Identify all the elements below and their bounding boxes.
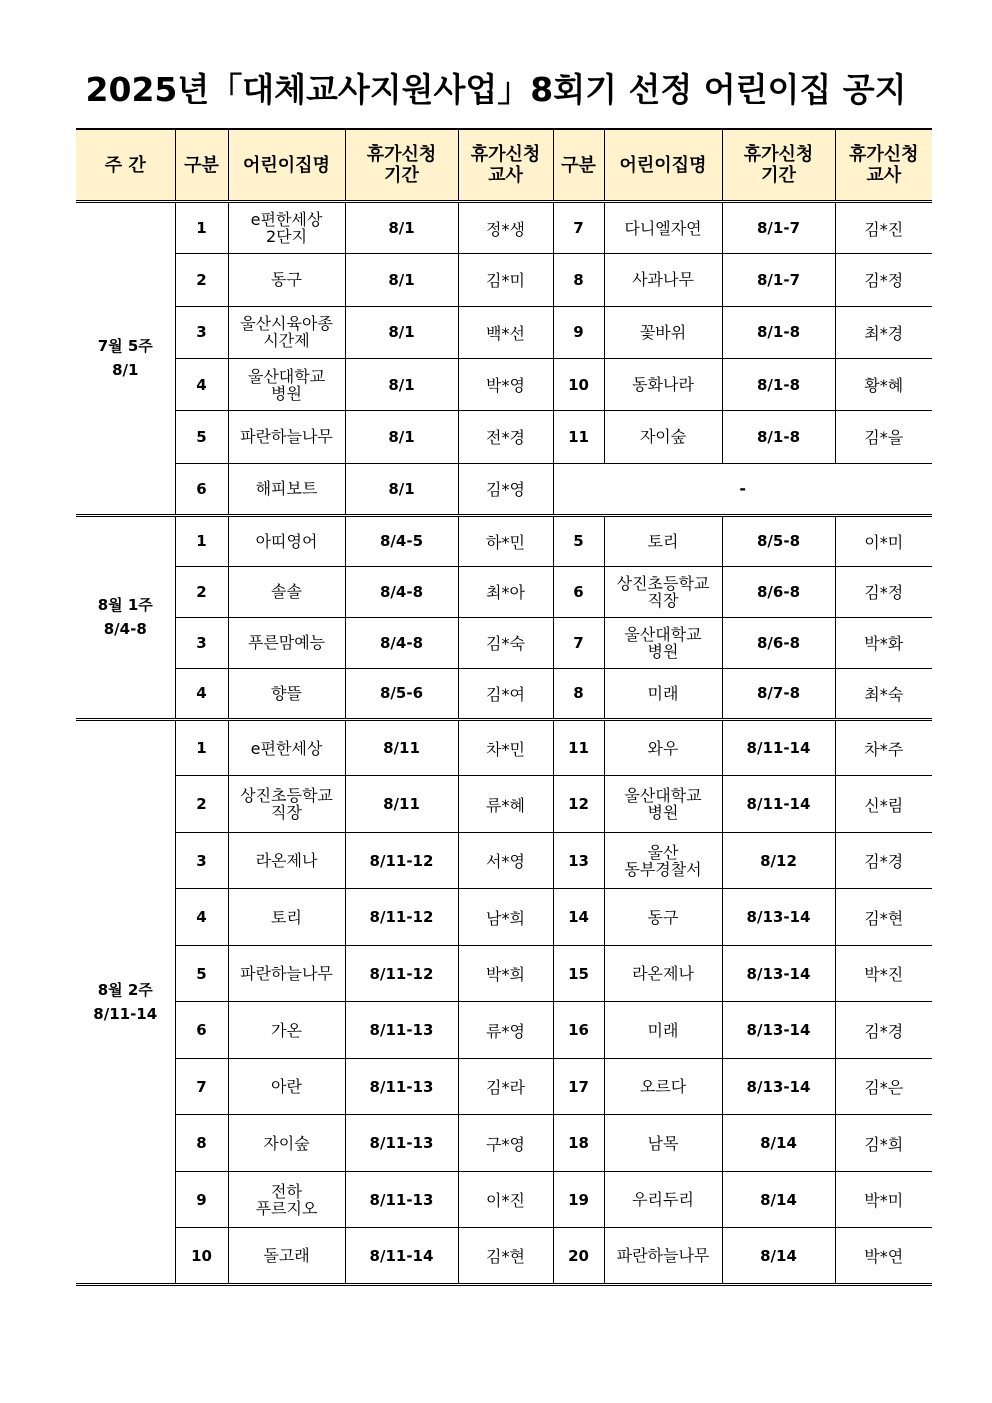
week-cell: 8월 2주 8/11-14 [76, 719, 175, 1284]
row-number: 9 [553, 306, 604, 358]
daycare-name: 우리두리 [604, 1171, 722, 1228]
row-number: 4 [175, 358, 228, 410]
row-number: 5 [553, 515, 604, 566]
header-name-2: 어린이집명 [604, 129, 722, 202]
row-number: 5 [175, 411, 228, 463]
row-number: 14 [553, 889, 604, 946]
leave-period: 8/11-12 [345, 945, 458, 1002]
row-number: 2 [175, 254, 228, 306]
leave-period: 8/11-13 [345, 1171, 458, 1228]
teacher-name: 김*을 [835, 411, 932, 463]
leave-period: 8/1 [345, 254, 458, 306]
table-row [76, 358, 932, 410]
daycare-name: 울산대학교 병원 [604, 776, 722, 833]
leave-period: 8/5-6 [345, 668, 458, 719]
teacher-name: 차*민 [458, 719, 553, 776]
leave-period: 8/1-8 [722, 306, 835, 358]
daycare-name: 미래 [604, 668, 722, 719]
row-number: 8 [175, 1115, 228, 1172]
leave-period: 8/5-8 [722, 515, 835, 566]
row-number: 2 [175, 776, 228, 833]
daycare-name: 가온 [228, 1002, 345, 1059]
teacher-name: 류*혜 [458, 776, 553, 833]
row-number: 4 [175, 668, 228, 719]
header-week: 주 간 [76, 129, 175, 202]
daycare-name: 토리 [604, 515, 722, 566]
leave-period: 8/12 [722, 832, 835, 889]
row-number: 10 [553, 358, 604, 410]
daycare-name: 동구 [228, 254, 345, 306]
row-number: 18 [553, 1115, 604, 1172]
leave-period: 8/1 [345, 202, 458, 254]
daycare-name: 해피보트 [228, 463, 345, 515]
teacher-name: 김*경 [835, 1002, 932, 1059]
teacher-name: 황*혜 [835, 358, 932, 410]
teacher-name: 신*림 [835, 776, 932, 833]
leave-period: 8/11-13 [345, 1002, 458, 1059]
row-number: 7 [553, 202, 604, 254]
teacher-name: 김*여 [458, 668, 553, 719]
row-number: 17 [553, 1058, 604, 1115]
table-row [76, 668, 932, 719]
daycare-name: 아란 [228, 1058, 345, 1115]
table-row [76, 617, 932, 668]
teacher-name: 김*정 [835, 254, 932, 306]
empty-cell: - [553, 463, 932, 515]
teacher-name: 김*미 [458, 254, 553, 306]
daycare-name: 사과나무 [604, 254, 722, 306]
daycare-name: 오르다 [604, 1058, 722, 1115]
table-row [76, 889, 932, 946]
daycare-name: e편한세상 2단지 [228, 202, 345, 254]
teacher-name: 박*연 [835, 1228, 932, 1285]
row-number: 16 [553, 1002, 604, 1059]
teacher-name: 정*생 [458, 202, 553, 254]
leave-period: 8/11-13 [345, 1058, 458, 1115]
daycare-name: 파란하늘나무 [228, 411, 345, 463]
teacher-name: 남*희 [458, 889, 553, 946]
row-number: 1 [175, 719, 228, 776]
leave-period: 8/11-14 [722, 776, 835, 833]
leave-period: 8/1 [345, 358, 458, 410]
table-row [76, 1228, 932, 1285]
week-cell: 7월 5주 8/1 [76, 202, 175, 516]
leave-period: 8/4-8 [345, 566, 458, 617]
row-number: 10 [175, 1228, 228, 1285]
row-number: 8 [553, 254, 604, 306]
teacher-name: 김*현 [458, 1228, 553, 1285]
leave-period: 8/14 [722, 1115, 835, 1172]
daycare-name: 파란하늘나무 [604, 1228, 722, 1285]
table-row [76, 202, 932, 254]
daycare-name: 아띠영어 [228, 515, 345, 566]
teacher-name: 전*경 [458, 411, 553, 463]
table-row [76, 306, 932, 358]
teacher-name: 박*진 [835, 945, 932, 1002]
teacher-name: 박*영 [458, 358, 553, 410]
daycare-name: 푸른맘예능 [228, 617, 345, 668]
row-number: 3 [175, 832, 228, 889]
leave-period: 8/13-14 [722, 1002, 835, 1059]
table-row [76, 254, 932, 306]
daycare-name: 꽃바위 [604, 306, 722, 358]
row-number: 7 [553, 617, 604, 668]
teacher-name: 하*민 [458, 515, 553, 566]
teacher-name: 김*진 [835, 202, 932, 254]
teacher-name: 박*화 [835, 617, 932, 668]
header-teacher: 휴가신청 교사 [458, 129, 553, 202]
row-number: 6 [553, 566, 604, 617]
leave-period: 8/11 [345, 719, 458, 776]
table-row [76, 719, 932, 776]
header-teacher-2: 휴가신청 교사 [835, 129, 932, 202]
leave-period: 8/1-7 [722, 202, 835, 254]
row-number: 6 [175, 1002, 228, 1059]
table-row [76, 832, 932, 889]
teacher-name: 백*선 [458, 306, 553, 358]
teacher-name: 김*영 [458, 463, 553, 515]
daycare-name: 동화나라 [604, 358, 722, 410]
teacher-name: 최*숙 [835, 668, 932, 719]
row-number: 9 [175, 1171, 228, 1228]
week-cell: 8월 1주 8/4-8 [76, 515, 175, 719]
row-number: 19 [553, 1171, 604, 1228]
teacher-name: 김*희 [835, 1115, 932, 1172]
header-num-2: 구분 [553, 129, 604, 202]
leave-period: 8/6-8 [722, 617, 835, 668]
teacher-name: 김*라 [458, 1058, 553, 1115]
daycare-name: 동구 [604, 889, 722, 946]
row-number: 2 [175, 566, 228, 617]
leave-period: 8/6-8 [722, 566, 835, 617]
daycare-name: 전하 푸르지오 [228, 1171, 345, 1228]
row-number: 15 [553, 945, 604, 1002]
daycare-name: 남목 [604, 1115, 722, 1172]
table-row [76, 463, 932, 515]
daycare-name: 토리 [228, 889, 345, 946]
table-row [76, 411, 932, 463]
row-number: 1 [175, 515, 228, 566]
leave-period: 8/4-8 [345, 617, 458, 668]
table-row [76, 945, 932, 1002]
header-period-2: 휴가신청 기간 [722, 129, 835, 202]
daycare-name: 자이숲 [604, 411, 722, 463]
header-name: 어린이집명 [228, 129, 345, 202]
daycare-name: 향뜰 [228, 668, 345, 719]
leave-period: 8/4-5 [345, 515, 458, 566]
table-row [76, 515, 932, 566]
leave-period: 8/11-12 [345, 889, 458, 946]
leave-period: 8/13-14 [722, 945, 835, 1002]
row-number: 6 [175, 463, 228, 515]
teacher-name: 서*영 [458, 832, 553, 889]
daycare-name: 자이숲 [228, 1115, 345, 1172]
table-row [76, 776, 932, 833]
daycare-name: 라온제나 [604, 945, 722, 1002]
teacher-name: 이*미 [835, 515, 932, 566]
daycare-name: 미래 [604, 1002, 722, 1059]
teacher-name: 김*정 [835, 566, 932, 617]
teacher-name: 류*영 [458, 1002, 553, 1059]
header-row [76, 129, 932, 202]
daycare-name: 솔솔 [228, 566, 345, 617]
row-number: 11 [553, 411, 604, 463]
daycare-name: 상진초등학교 직장 [228, 776, 345, 833]
teacher-name: 이*진 [458, 1171, 553, 1228]
row-number: 5 [175, 945, 228, 1002]
daycare-name: 라온제나 [228, 832, 345, 889]
daycare-name: 돌고래 [228, 1228, 345, 1285]
leave-period: 8/11-12 [345, 832, 458, 889]
leave-period: 8/1-8 [722, 411, 835, 463]
row-number: 12 [553, 776, 604, 833]
leave-period: 8/13-14 [722, 1058, 835, 1115]
teacher-name: 최*경 [835, 306, 932, 358]
selection-table [76, 128, 932, 1286]
row-number: 3 [175, 306, 228, 358]
leave-period: 8/14 [722, 1228, 835, 1285]
leave-period: 8/1-7 [722, 254, 835, 306]
daycare-name: 울산 동부경찰서 [604, 832, 722, 889]
leave-period: 8/13-14 [722, 889, 835, 946]
daycare-name: 울산시육아종 시간제 [228, 306, 345, 358]
daycare-name: 울산대학교 병원 [228, 358, 345, 410]
teacher-name: 김*경 [835, 832, 932, 889]
leave-period: 8/11-14 [722, 719, 835, 776]
teacher-name: 차*주 [835, 719, 932, 776]
teacher-name: 김*은 [835, 1058, 932, 1115]
row-number: 3 [175, 617, 228, 668]
leave-period: 8/1-8 [722, 358, 835, 410]
leave-period: 8/1 [345, 306, 458, 358]
leave-period: 8/11-14 [345, 1228, 458, 1285]
leave-period: 8/7-8 [722, 668, 835, 719]
row-number: 11 [553, 719, 604, 776]
teacher-name: 박*희 [458, 945, 553, 1002]
daycare-name: 와우 [604, 719, 722, 776]
leave-period: 8/1 [345, 411, 458, 463]
table-row [76, 1115, 932, 1172]
leave-period: 8/11-13 [345, 1115, 458, 1172]
header-period: 휴가신청 기간 [345, 129, 458, 202]
table-row [76, 1002, 932, 1059]
teacher-name: 김*숙 [458, 617, 553, 668]
page-title: 2025년「대체교사지원사업」8회기 선정 어린이집 공지 [85, 70, 907, 109]
row-number: 13 [553, 832, 604, 889]
daycare-name: 파란하늘나무 [228, 945, 345, 1002]
row-number: 20 [553, 1228, 604, 1285]
table-row [76, 566, 932, 617]
teacher-name: 박*미 [835, 1171, 932, 1228]
table-row [76, 1058, 932, 1115]
header-num: 구분 [175, 129, 228, 202]
row-number: 8 [553, 668, 604, 719]
daycare-name: 울산대학교 병원 [604, 617, 722, 668]
leave-period: 8/14 [722, 1171, 835, 1228]
row-number: 4 [175, 889, 228, 946]
teacher-name: 최*아 [458, 566, 553, 617]
leave-period: 8/1 [345, 463, 458, 515]
row-number: 7 [175, 1058, 228, 1115]
daycare-name: 다니엘자연 [604, 202, 722, 254]
leave-period: 8/11 [345, 776, 458, 833]
table-row [76, 1171, 932, 1228]
table-body [76, 202, 932, 1285]
teacher-name: 구*영 [458, 1115, 553, 1172]
daycare-name: 상진초등학교 직장 [604, 566, 722, 617]
teacher-name: 김*현 [835, 889, 932, 946]
row-number: 1 [175, 202, 228, 254]
daycare-name: e편한세상 [228, 719, 345, 776]
